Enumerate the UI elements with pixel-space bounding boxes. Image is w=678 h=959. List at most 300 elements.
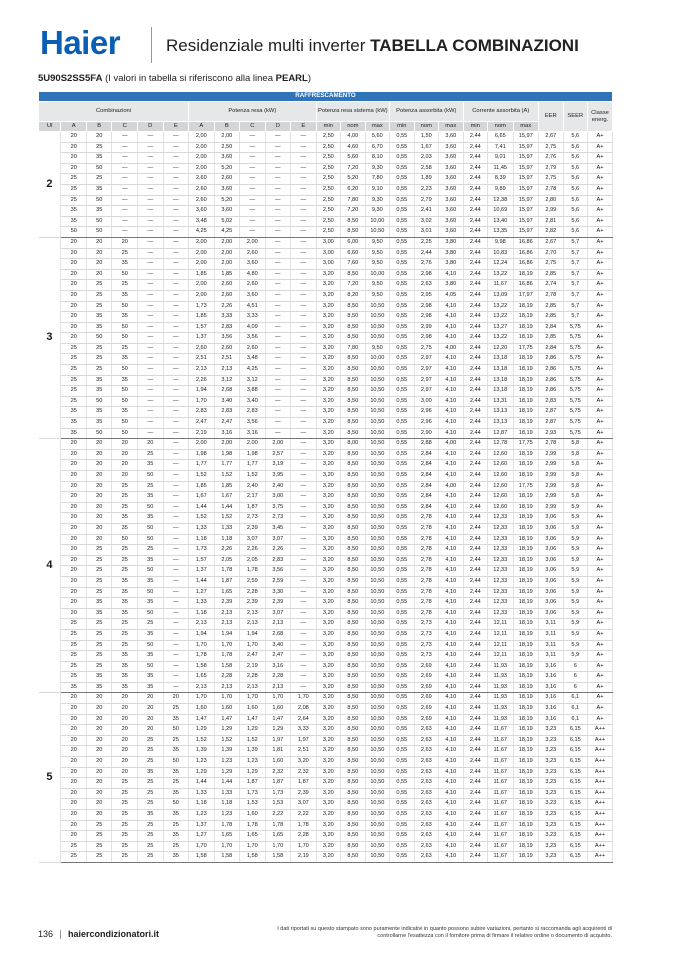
table-cell: 20 (112, 693, 138, 704)
table-cell: 15,97 (513, 142, 539, 153)
table-cell: 20 (61, 788, 87, 799)
table-cell: 3,06 (539, 523, 563, 534)
table-cell: 1,29 (214, 725, 240, 736)
table-cell: 1,29 (189, 767, 215, 778)
table-cell: 2,32 (265, 767, 291, 778)
table-cell: 20 (112, 735, 138, 746)
table-cell: 5,75 (563, 428, 587, 439)
table-cell: 2,44 (463, 555, 487, 566)
table-cell: 2,00 (189, 259, 215, 270)
table-cell: 35 (86, 386, 112, 397)
table-cell: 5,75 (563, 375, 587, 386)
table-cell: 0,55 (390, 651, 414, 662)
table-cell: 2,00 (214, 248, 240, 259)
table-cell: 1,18 (214, 534, 240, 545)
table-cell: 3,20 (316, 598, 340, 609)
table-cell: — (138, 269, 164, 280)
table-cell: A++ (588, 852, 613, 863)
table-cell: A+ (588, 227, 613, 238)
table-cell: 2,44 (463, 365, 487, 376)
table-cell: 50 (86, 396, 112, 407)
table-cell: 2,44 (463, 820, 487, 831)
table-row (39, 598, 613, 609)
table-cell: 2,44 (463, 237, 487, 248)
table-cell: 35 (112, 672, 138, 683)
table-cell: 5,9 (563, 598, 587, 609)
table-cell: 20 (138, 439, 164, 450)
table-cell: 2,00 (189, 163, 215, 174)
table-cell: 25 (86, 831, 112, 842)
table-row (39, 841, 613, 852)
table-cell: 50 (138, 502, 164, 513)
table-cell: 2,75 (539, 259, 563, 270)
table-cell: 25 (138, 619, 164, 630)
table-cell: 0,55 (390, 237, 414, 248)
table-cell: 2,63 (414, 280, 438, 291)
table-cell: 35 (86, 598, 112, 609)
table-cell: 12,11 (488, 619, 514, 630)
table-cell: 25 (86, 142, 112, 153)
table-cell: 18,19 (513, 534, 539, 545)
table-cell: — (291, 365, 317, 376)
table-cell: 1,37 (189, 820, 215, 831)
table-cell: 0,55 (390, 629, 414, 640)
table-cell: A+ (588, 693, 613, 704)
table-cell: 1,78 (291, 820, 317, 831)
table-cell: 2,67 (539, 132, 563, 143)
table-cell: 20 (61, 460, 87, 471)
table-cell: A+ (588, 153, 613, 164)
table-cell: A++ (588, 778, 613, 789)
table-cell: 20 (86, 449, 112, 460)
table-cell: 25 (86, 661, 112, 672)
table-cell: 3,20 (316, 460, 340, 471)
table-cell: 50 (138, 587, 164, 598)
table-cell: 25 (112, 799, 138, 810)
table-cell: — (291, 460, 317, 471)
table-cell: — (138, 153, 164, 164)
table-cell: 12,33 (488, 534, 514, 545)
table-cell: — (138, 396, 164, 407)
table-cell: A+ (588, 682, 613, 693)
table-cell: 2,00 (265, 439, 291, 450)
table-cell: 18,19 (513, 354, 539, 365)
table-cell: 20 (86, 693, 112, 704)
table-cell: 4,25 (214, 227, 240, 238)
table-cell: 2,78 (414, 566, 438, 577)
table-cell: 35 (61, 206, 87, 217)
table-cell: 1,52 (189, 471, 215, 482)
table-cell: 25 (86, 555, 112, 566)
table-cell: — (291, 206, 317, 217)
table-cell: 2,44 (463, 163, 487, 174)
table-cell: 1,47 (265, 714, 291, 725)
table-cell: 2,99 (539, 206, 563, 217)
table-cell: 7,41 (488, 142, 514, 153)
table-cell: 1,98 (214, 449, 240, 460)
table-cell: — (163, 619, 189, 630)
table-cell: 5,9 (563, 608, 587, 619)
table-cell: 20 (61, 513, 87, 524)
table-cell: 6 (563, 672, 587, 683)
table-cell: 50 (163, 725, 189, 736)
table-cell: — (265, 290, 291, 301)
table-cell: — (291, 545, 317, 556)
table-cell: 10,50 (365, 778, 389, 789)
table-cell: 18,19 (513, 661, 539, 672)
table-cell: 2,83 (265, 555, 291, 566)
table-cell: 3,20 (316, 449, 340, 460)
table-cell: 2,00 (189, 153, 215, 164)
table-cell: 0,55 (390, 788, 414, 799)
table-cell: 3,12 (214, 375, 240, 386)
model-code: 5U90S2SS5FA (38, 73, 103, 84)
table-cell: 2,44 (463, 248, 487, 259)
table-cell: 1,23 (214, 757, 240, 768)
table-cell: 2,78 (414, 608, 438, 619)
table-cell: 5,9 (563, 640, 587, 651)
table-cell: 4,10 (439, 460, 463, 471)
table-cell: 50 (112, 396, 138, 407)
table-cell: 2,63 (414, 735, 438, 746)
table-cell: 11,67 (488, 788, 514, 799)
table-cell: 0,55 (390, 227, 414, 238)
table-cell: 2,69 (414, 682, 438, 693)
table-cell: 35 (163, 767, 189, 778)
table-row (39, 534, 613, 545)
table-cell: 8,50 (341, 312, 365, 323)
table-cell: 20 (61, 735, 87, 746)
model-subtitle (38, 73, 311, 84)
table-cell: 2,13 (240, 608, 266, 619)
table-cell: 5,60 (365, 132, 389, 143)
table-cell: — (163, 555, 189, 566)
table-cell: 3,20 (316, 767, 340, 778)
table-cell: 3,45 (265, 523, 291, 534)
table-cell: 8,50 (341, 269, 365, 280)
table-cell: — (265, 227, 291, 238)
table-cell: 6,15 (563, 757, 587, 768)
page-title-bold: TABELLA COMBINAZIONI (370, 36, 579, 55)
table-cell: — (163, 365, 189, 376)
table-cell: 12,60 (488, 449, 514, 460)
table-row (39, 608, 613, 619)
table-cell: — (138, 237, 164, 248)
table-cell: 3,20 (316, 375, 340, 386)
table-cell: 20 (61, 757, 87, 768)
table-cell: — (265, 333, 291, 344)
table-cell: 8,50 (341, 672, 365, 683)
table-cell: A++ (588, 788, 613, 799)
table-cell: 3,20 (316, 566, 340, 577)
table-cell: 2,28 (291, 831, 317, 842)
table-cell: 13,35 (488, 227, 514, 238)
table-cell: 20 (61, 248, 87, 259)
table-cell: 2,44 (463, 693, 487, 704)
table-cell: — (163, 651, 189, 662)
table-cell: 3,16 (539, 661, 563, 672)
table-cell: 2,13 (240, 619, 266, 630)
table-cell: 0,55 (390, 142, 414, 153)
table-cell: 35 (163, 852, 189, 863)
table-cell: 10,50 (365, 439, 389, 450)
table-cell: 3,40 (240, 396, 266, 407)
table-cell: 4,10 (439, 312, 463, 323)
table-cell: 2,84 (414, 502, 438, 513)
table-cell: 10,50 (365, 841, 389, 852)
table-cell: 15,97 (513, 132, 539, 143)
table-cell: 3,20 (316, 396, 340, 407)
table-cell: — (163, 206, 189, 217)
table-cell: 10,50 (365, 227, 389, 238)
table-cell: 1,33 (189, 523, 215, 534)
table-cell: — (265, 322, 291, 333)
table-cell: 1,18 (189, 608, 215, 619)
table-cell: 25 (86, 619, 112, 630)
table-row (39, 799, 613, 810)
table-cell: 10,50 (365, 322, 389, 333)
table-cell: 1,70 (214, 693, 240, 704)
table-cell: — (291, 269, 317, 280)
table-cell: 0,55 (390, 587, 414, 598)
table-cell: 20 (61, 746, 87, 757)
group-header-potenza-assorbita: Potenza assorbita (kW) (390, 102, 463, 122)
table-cell: 2,22 (265, 810, 291, 821)
table-cell: 35 (163, 831, 189, 842)
table-cell: 5,6 (563, 206, 587, 217)
table-cell: 2,60 (214, 290, 240, 301)
table-cell: 3,06 (539, 566, 563, 577)
table-cell: 11,93 (488, 704, 514, 715)
table-cell: 25 (138, 799, 164, 810)
table-cell: — (112, 153, 138, 164)
table-cell: 35 (61, 216, 87, 227)
table-cell: 2,68 (265, 629, 291, 640)
table-cell: 2,22 (291, 810, 317, 821)
table-cell: 10,50 (365, 714, 389, 725)
table-cell: 6,20 (341, 184, 365, 195)
table-cell: 25 (112, 619, 138, 630)
table-cell: 2,60 (240, 280, 266, 291)
table-cell: 18,19 (513, 566, 539, 577)
table-cell: 50 (86, 227, 112, 238)
table-cell: 4,10 (439, 672, 463, 683)
table-cell: 10,50 (365, 820, 389, 831)
table-cell: 17,75 (513, 343, 539, 354)
table-cell: 2,44 (463, 269, 487, 280)
table-cell: 12,24 (488, 259, 514, 270)
table-cell: — (112, 184, 138, 195)
table-cell: 3,20 (316, 841, 340, 852)
table-cell: 20 (138, 704, 164, 715)
table-cell: A+ (588, 619, 613, 630)
table-row (39, 778, 613, 789)
table-cell: 20 (61, 555, 87, 566)
table-cell: 25 (61, 651, 87, 662)
table-cell: 2,78 (414, 534, 438, 545)
table-cell: 2,23 (414, 184, 438, 195)
table-cell: 4,10 (439, 714, 463, 725)
website-link[interactable]: haiercondizionatori.it (68, 929, 160, 939)
table-cell: 25 (86, 841, 112, 852)
table-cell: 3,48 (240, 354, 266, 365)
table-cell: 0,55 (390, 153, 414, 164)
table-cell: 35 (86, 608, 112, 619)
table-cell: 10,50 (365, 407, 389, 418)
table-cell: 12,60 (488, 502, 514, 513)
table-cell: — (291, 375, 317, 386)
table-cell: 50 (112, 333, 138, 344)
table-cell: 3,20 (316, 365, 340, 376)
table-cell: — (265, 259, 291, 270)
table-cell: 1,44 (214, 778, 240, 789)
table-cell: 50 (86, 216, 112, 227)
table-cell: — (163, 513, 189, 524)
table-cell: 3,16 (539, 672, 563, 683)
table-cell: 3,07 (240, 534, 266, 545)
table-cell: 3,20 (316, 608, 340, 619)
table-cell: 1,57 (189, 322, 215, 333)
table-cell: 3,20 (316, 693, 340, 704)
table-cell: 4,10 (439, 788, 463, 799)
table-cell: A++ (588, 767, 613, 778)
table-cell: 5,8 (563, 460, 587, 471)
table-cell: 3,60 (439, 142, 463, 153)
table-cell: 3,56 (240, 418, 266, 429)
table-row (39, 418, 613, 429)
table-cell: 20 (61, 799, 87, 810)
table-cell: 1,65 (240, 831, 266, 842)
table-cell: 1,58 (189, 661, 215, 672)
table-cell: 1,70 (240, 640, 266, 651)
table-cell: 5,8 (563, 471, 587, 482)
table-cell: 1,67 (189, 492, 215, 503)
table-cell: 2,26 (240, 545, 266, 556)
table-cell: 2,79 (539, 163, 563, 174)
table-cell: 1,70 (189, 693, 215, 704)
table-cell: 11,93 (488, 682, 514, 693)
table-cell: 35 (112, 375, 138, 386)
table-cell: — (265, 216, 291, 227)
table-cell: 1,52 (214, 471, 240, 482)
table-cell: 2,87 (539, 418, 563, 429)
table-cell: 2,44 (463, 439, 487, 450)
table-cell: 3,60 (439, 206, 463, 217)
table-cell: 9,01 (488, 153, 514, 164)
table-cell: 0,55 (390, 396, 414, 407)
table-cell: 0,55 (390, 841, 414, 852)
table-cell: 0,55 (390, 799, 414, 810)
table-row (39, 375, 613, 386)
table-cell: A+ (588, 492, 613, 503)
table-cell: — (291, 407, 317, 418)
table-cell: 10,50 (365, 460, 389, 471)
table-cell: 2,50 (214, 142, 240, 153)
table-cell: 10,50 (365, 513, 389, 524)
table-cell: 0,55 (390, 248, 414, 259)
table-row (39, 439, 613, 450)
table-cell: 1,85 (189, 312, 215, 323)
table-cell: 2,60 (214, 174, 240, 185)
table-cell: 3,06 (539, 534, 563, 545)
table-cell: 8,50 (341, 471, 365, 482)
table-cell: 0,55 (390, 576, 414, 587)
table-cell: — (291, 343, 317, 354)
table-cell: 3,20 (316, 852, 340, 863)
table-cell: 4,10 (439, 576, 463, 587)
table-cell: 25 (61, 629, 87, 640)
table-cell: 11,67 (488, 778, 514, 789)
table-cell: 3,20 (316, 322, 340, 333)
table-cell: 18,19 (513, 576, 539, 587)
ui-count-cell: 2 (39, 132, 61, 238)
table-cell: 1,44 (189, 778, 215, 789)
table-cell: — (265, 301, 291, 312)
table-cell: 1,78 (240, 566, 266, 577)
table-cell: 20 (86, 269, 112, 280)
table-cell: 2,44 (463, 619, 487, 630)
table-cell: — (163, 142, 189, 153)
table-cell: 20 (61, 449, 87, 460)
table-cell: — (163, 174, 189, 185)
table-cell: — (291, 629, 317, 640)
table-cell: 1,94 (214, 629, 240, 640)
table-cell: 2,78 (414, 523, 438, 534)
table-cell: — (163, 248, 189, 259)
table-cell: 25 (163, 704, 189, 715)
table-cell: 0,55 (390, 820, 414, 831)
table-cell: 25 (86, 566, 112, 577)
table-cell: 50 (163, 757, 189, 768)
table-cell: — (138, 195, 164, 206)
table-row (39, 714, 613, 725)
table-cell: A+ (588, 555, 613, 566)
table-cell: 3,20 (316, 735, 340, 746)
table-cell: A++ (588, 757, 613, 768)
table-cell: 2,44 (463, 502, 487, 513)
table-cell: 1,29 (240, 767, 266, 778)
table-cell: 12,20 (488, 343, 514, 354)
table-cell: 3,33 (240, 312, 266, 323)
table-row (39, 619, 613, 630)
table-cell: 0,55 (390, 852, 414, 863)
table-row (39, 322, 613, 333)
table-row (39, 407, 613, 418)
table-cell: 25 (112, 852, 138, 863)
table-cell: 2,69 (414, 672, 438, 683)
table-cell: 13,13 (488, 407, 514, 418)
table-cell: 50 (86, 195, 112, 206)
table-cell: 18,19 (513, 693, 539, 704)
table-cell: 8,50 (341, 227, 365, 238)
table-cell: 25 (138, 778, 164, 789)
table-cell: 25 (138, 820, 164, 831)
table-cell: 35 (86, 375, 112, 386)
table-cell: 50 (86, 163, 112, 174)
table-cell: 10,50 (365, 629, 389, 640)
table-cell: 4,10 (439, 513, 463, 524)
table-cell: 20 (86, 481, 112, 492)
table-cell: 18,19 (513, 333, 539, 344)
table-cell: 13,27 (488, 322, 514, 333)
table-cell: 2,44 (463, 492, 487, 503)
table-cell: 35 (138, 682, 164, 693)
table-cell: 1,85 (214, 481, 240, 492)
table-cell: 2,44 (463, 682, 487, 693)
table-cell: 25 (61, 661, 87, 672)
footer-page-info (38, 929, 159, 939)
table-cell: — (291, 672, 317, 683)
